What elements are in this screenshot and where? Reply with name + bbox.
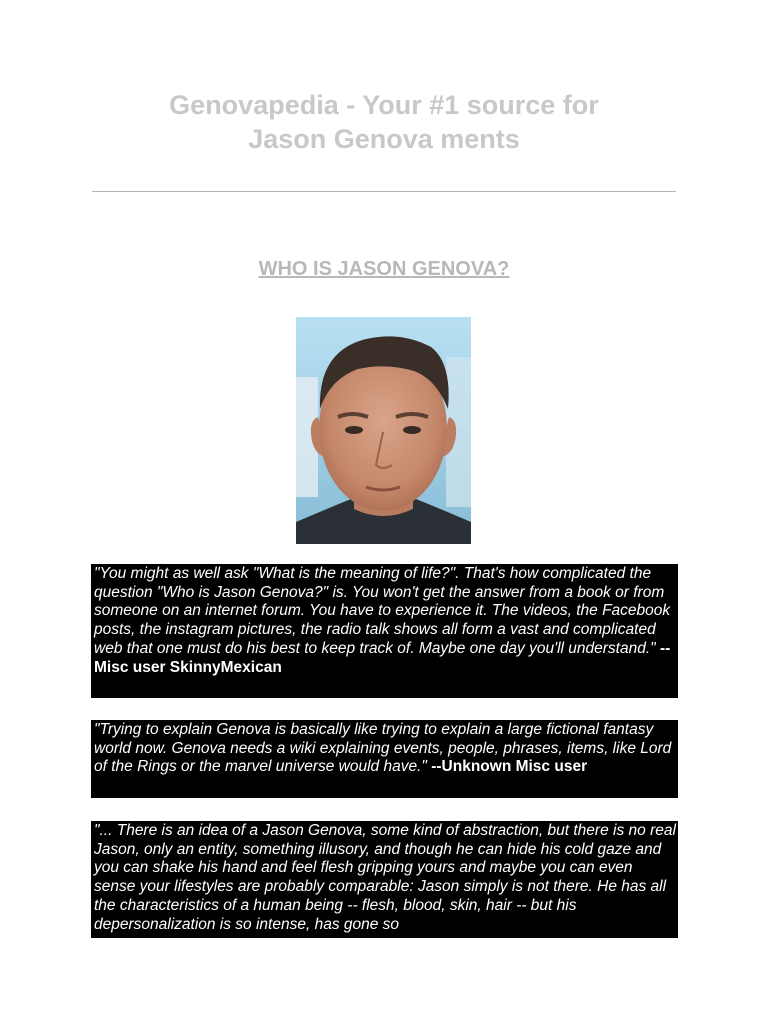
quote-2-text: "Trying to explain Genova is basically like trying to explain a large fictional fantasy world now. Genova needs a wiki explaining events, people, phrases, items, like Lord of the Rings or the marvel universe would have.": [94, 721, 672, 776]
quote-block-2: [91, 720, 678, 798]
title-divider: [92, 191, 676, 192]
page-title-line-2: Jason Genova ments: [248, 124, 520, 154]
quote-2-attribution: --Unknown Misc user: [431, 758, 588, 776]
photo-eye-right: [403, 426, 421, 434]
section-heading: WHO IS JASON GENOVA?: [258, 258, 510, 280]
quote-3-text: "... There is an idea of a Jason Genova, some kind of abstraction, but there is no real Jason, only an entity, something illusory, and though he can hide his cold gaze and you can shake his hand and feel flesh gripping yours and maybe you can even sense your lifestyles are probably comparable: Jason simply is not there. He has all the characteristics of a human being -- flesh, blood, skin, hair -- but his depersonalization is so intense, has gone so: [94, 822, 676, 933]
page-title-line-1: Genovapedia - Your #1 source for: [169, 90, 599, 120]
quote-1-attribution: --Misc user SkinnyMexican: [94, 639, 671, 676]
quote-1-text: "You might as well ask "What is the meaning of life?". That's how complicated the question "Who is Jason Genova?" is. You won't get the answer from a book or from someone on an internet forum. You have to experience it. The videos, the Facebook posts, the instagram pictures, the radio talk shows all form a vast and complicated web that one must do his best to keep track of. Maybe one day you'll understand.": [94, 565, 671, 657]
quote-block-1: [91, 564, 678, 698]
photo-eye-left: [345, 426, 363, 434]
quote-block-3: [91, 821, 678, 938]
page-title: [0, 88, 768, 156]
portrait-photo: [296, 317, 471, 544]
